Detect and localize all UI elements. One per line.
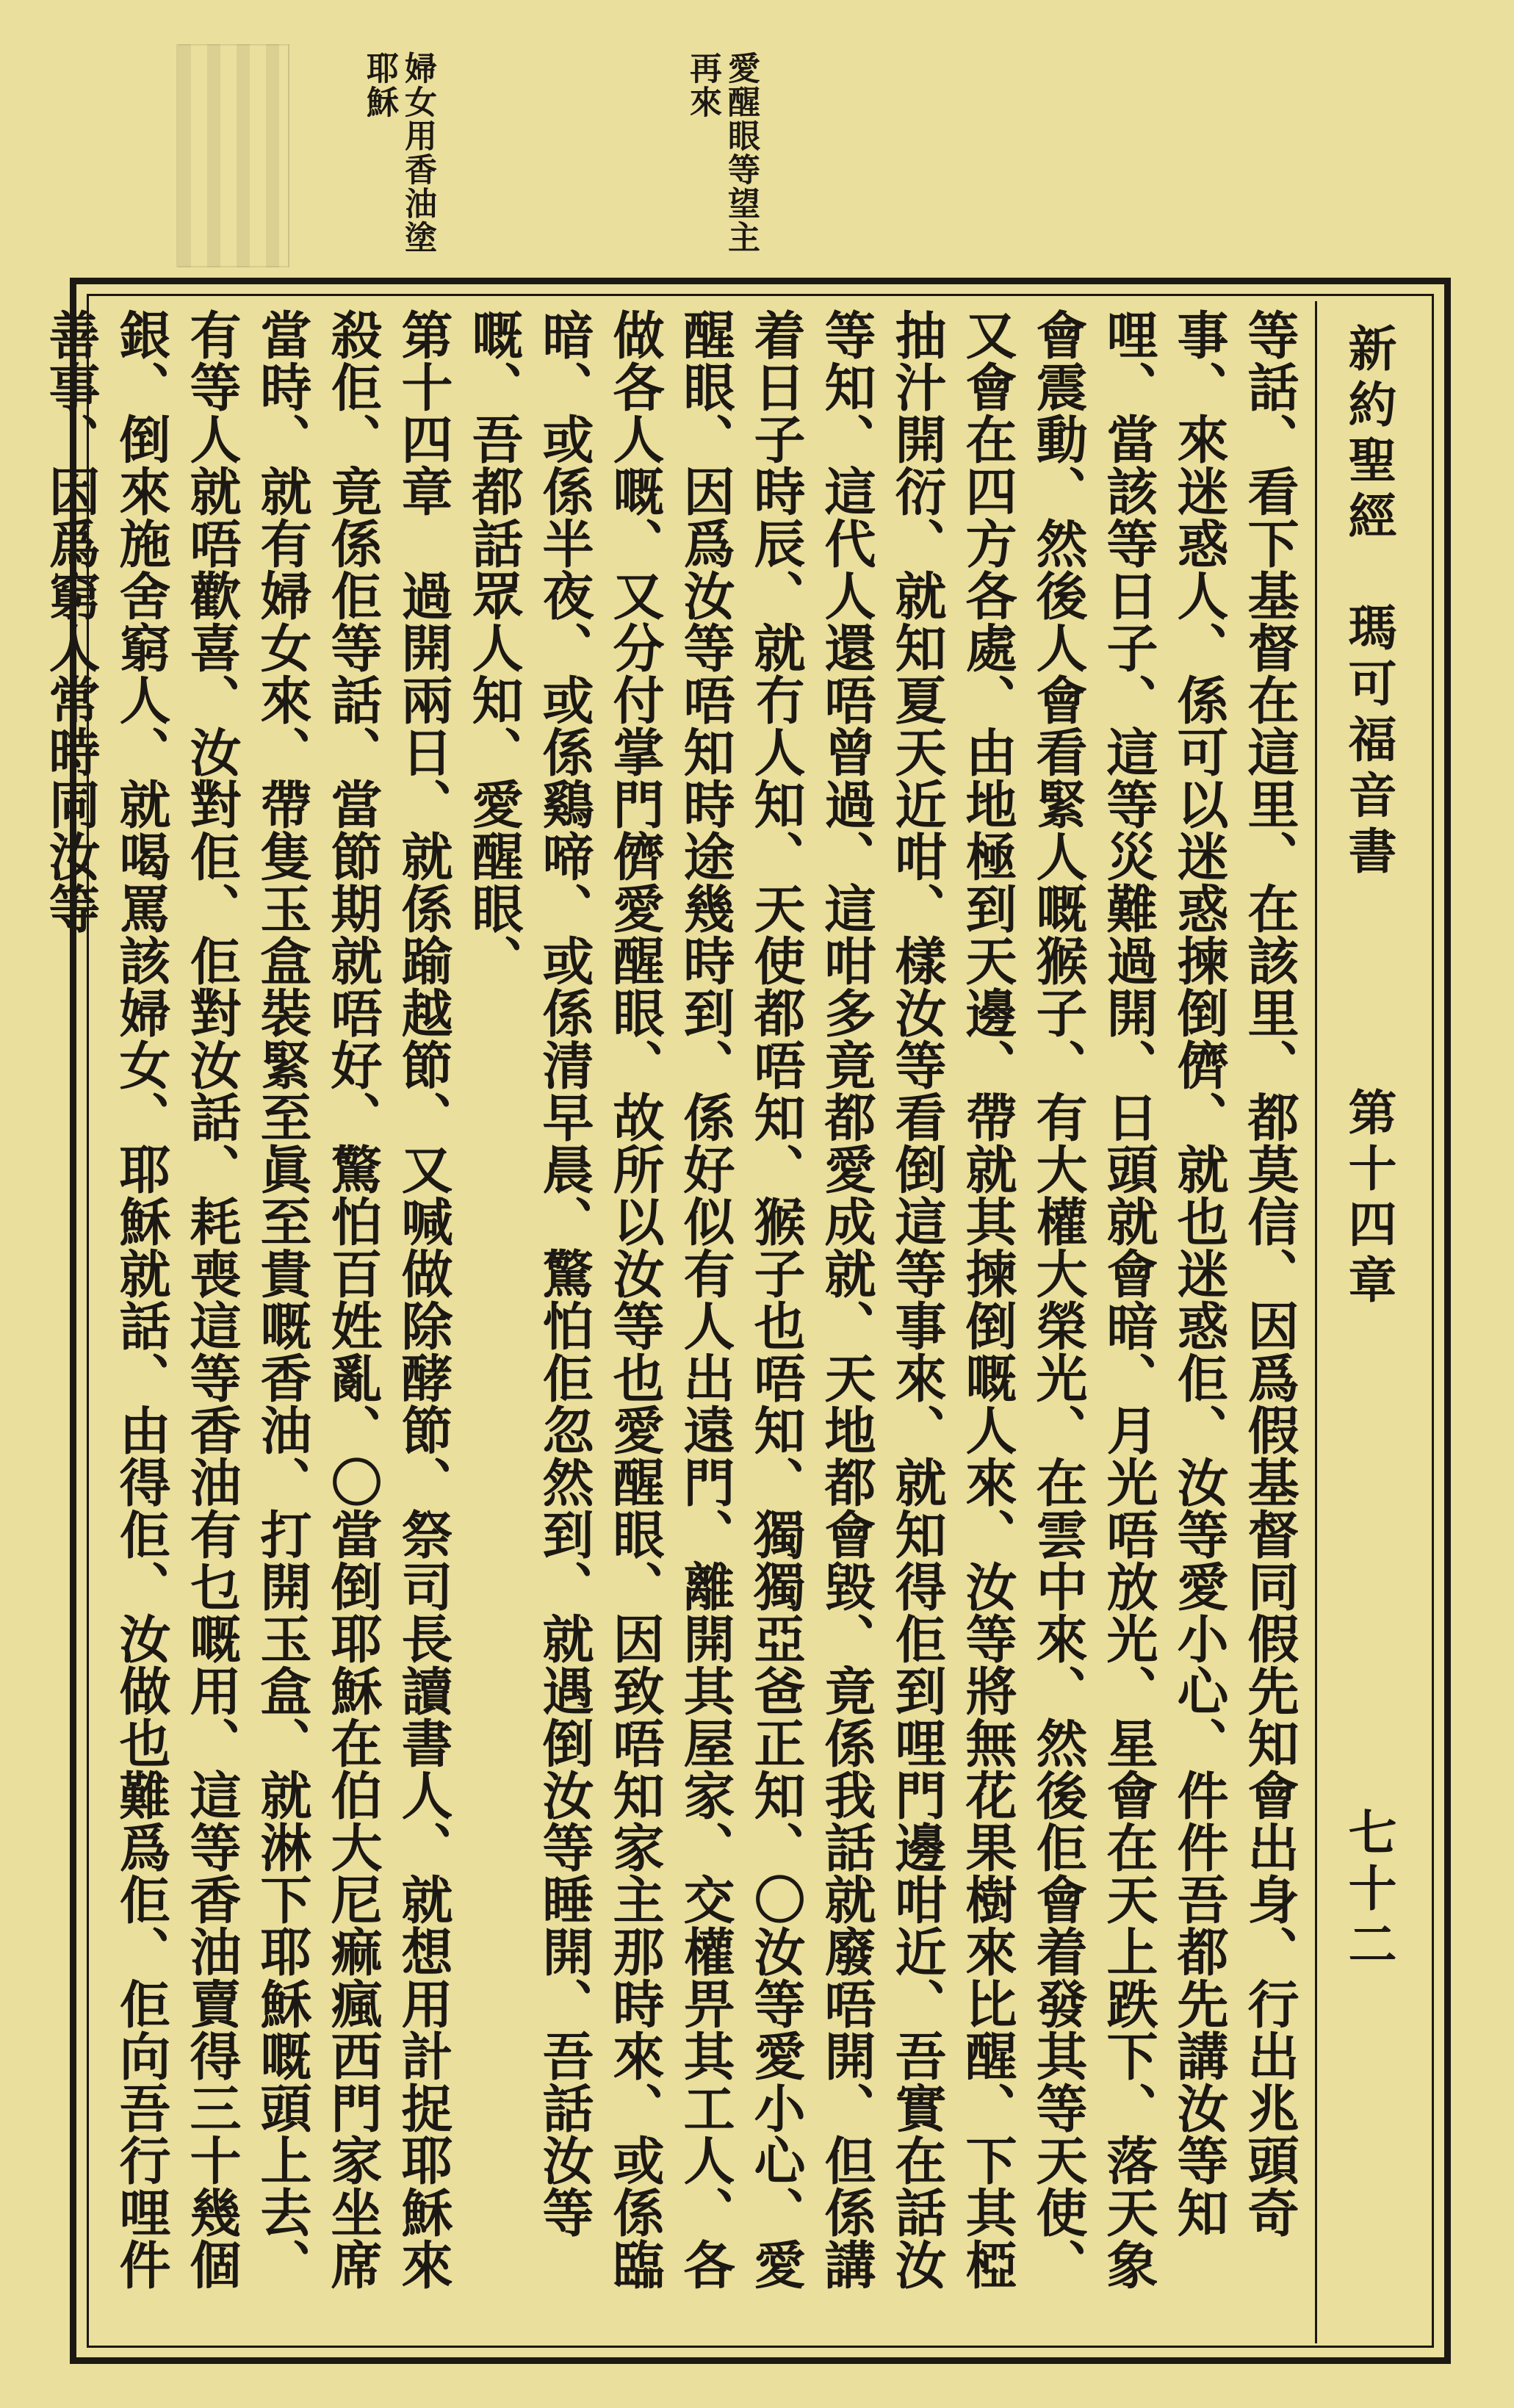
show-through-stain <box>176 44 289 267</box>
body-paragraph: 等話、看下基督在這里、在該里、都莫信、因爲假基督同假先知會出身、行出兆頭奇事、來迷惑人、係可以迷惑揀倒儕、就也迷惑佢、汝等愛小心、件件吾都先講汝等知哩、當該等日子、這等災難過開、日頭就會暗、月光唔放光、星會在天上跌下、落天象會震動、然後人會看緊人嘅𤠣子、有大權大榮光、在雲中來、然後佢會着發其等天使、又會在四方各處、由地極到天邊、帶就其揀倒嘅人來、汝等將無花果樹來比醒、下其椏抽汁開衍、就知夏天近咁、樣汝等看倒這等事來、就知得佢到哩門邊咁近、吾實在話汝等知、這代人還唔曾過、這咁多竟都愛成就、天地都會毀、竟係我話就廢唔開、但係講着日子時辰、就冇人知、天使都唔知、𤠣子也唔知、獨獨亞爸正知、〇汝等愛小心、愛醒眼、因爲汝等唔知時途幾時到、係好似有人出遠門、離開其屋家、交權畀其工人、各做各人嘅、又分付掌門儕愛醒眼、故所以汝等也愛醒眼、因致唔知家主那時來、或係臨暗、或係半夜、或係鷄啼、或係清早晨、驚怕佢忽然到、就遇倒汝等睡開、吾話汝等嘅、吾都話眾人知、愛醒眼、 <box>464 309 1300 2290</box>
chapter-heading-line <box>35 309 458 2336</box>
body-paragraph: 過開兩日、就係踰越節、又喊做除酵節、祭司長讀書人、就想用計捉耶穌來殺佢、竟係佢等話、當節期就唔好、驚怕百姓亂、〇當倒耶穌在伯大尼痲瘋西門家坐席當時、就有婦女來、帶隻玉盒裝緊至眞至貴嘅香油、打開玉盒、就淋下耶穌嘅頭上去、有等人就唔歡喜、汝對佢、佢對汝話、耗喪這等香油有乜嘅用、這等香油賣得三十幾個銀、倒來施舍窮人、就喝罵該婦女、耶穌就話、由得佢、汝做也難爲佢、佢向吾行哩件善事、因爲窮人常時同汝等 <box>40 309 454 2290</box>
marginal-note-top-right: 愛醒眼等望主再來 <box>684 51 760 254</box>
marginal-note-top-left: 婦女用香油塗耶穌 <box>361 51 436 254</box>
page-number: 七十二 <box>1340 1807 1397 1975</box>
scripture-body <box>40 309 1305 2336</box>
chapter-header: 第十四章 <box>1340 1087 1397 1311</box>
book-title-header: 新約聖經 瑪可福音書 <box>1340 323 1397 882</box>
chapter-heading: 第十四章 <box>393 309 454 517</box>
